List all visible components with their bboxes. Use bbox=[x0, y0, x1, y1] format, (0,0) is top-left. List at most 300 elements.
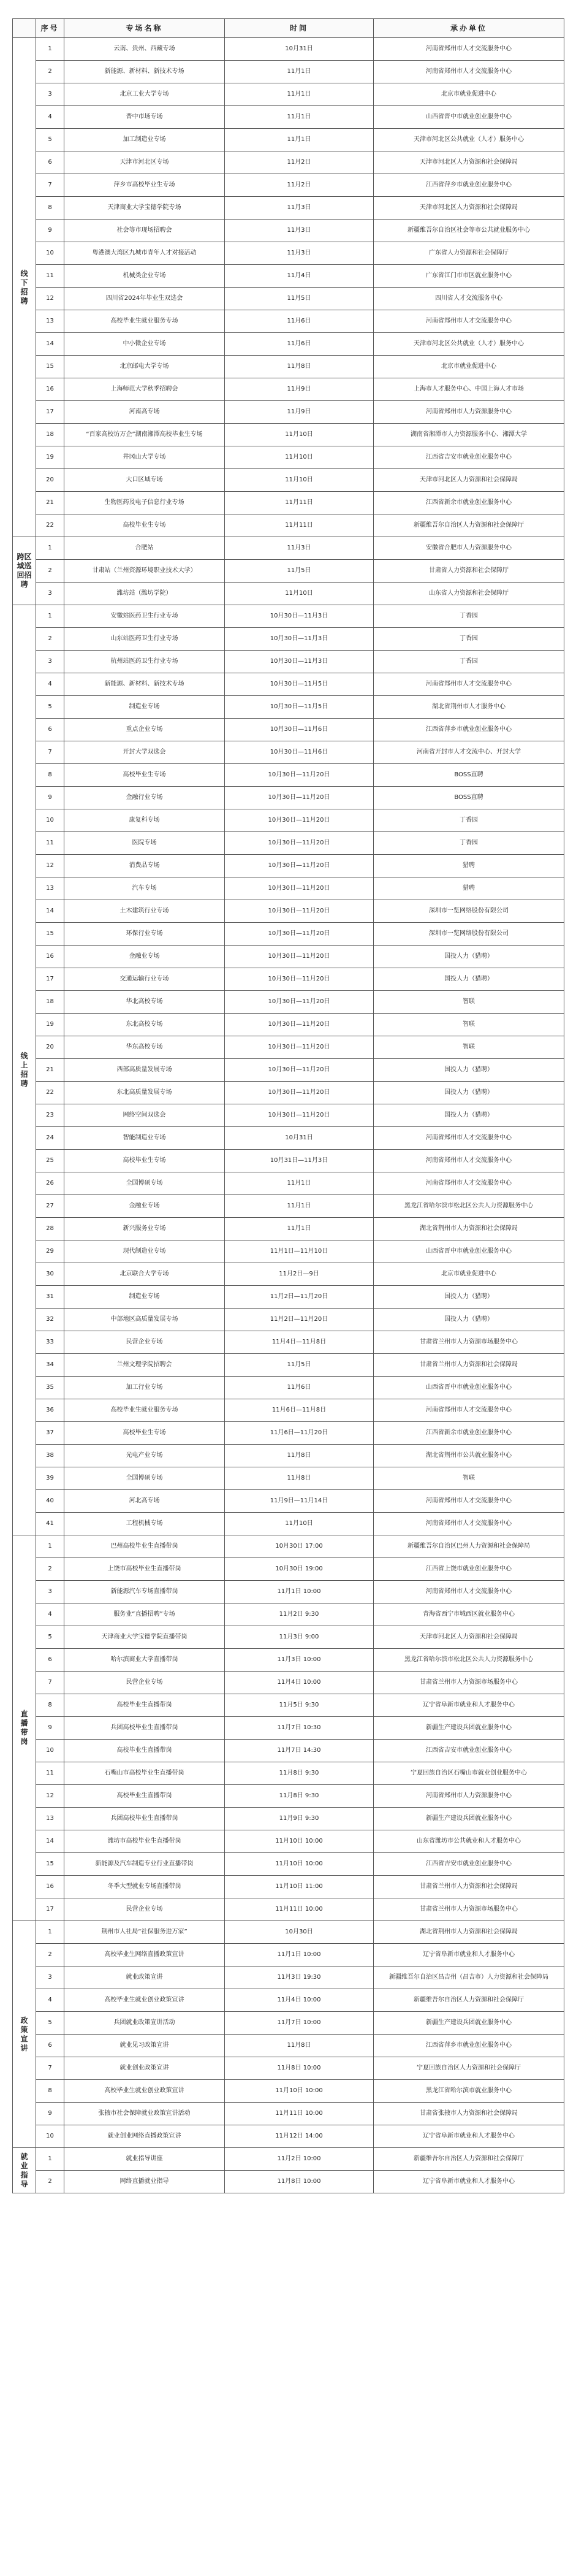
event-name: 高校毕业生直播带岗 bbox=[64, 1740, 225, 1762]
row-number: 9 bbox=[36, 220, 64, 242]
table-row bbox=[13, 1876, 564, 1898]
event-name: 高校毕业生专场 bbox=[64, 1150, 225, 1172]
row-number: 34 bbox=[36, 1354, 64, 1377]
table-row bbox=[13, 1921, 564, 1944]
row-number: 36 bbox=[36, 1399, 64, 1422]
event-organizer: 河南省郑州市人才交流服务中心 bbox=[374, 38, 564, 61]
table-header-row bbox=[13, 19, 564, 38]
event-organizer: 新疆维吾尔自治区人力资源和社会保障厅 bbox=[374, 514, 564, 537]
event-name: 冬季大型就业专场直播带岗 bbox=[64, 1876, 225, 1898]
table-row bbox=[13, 1808, 564, 1830]
event-organizer: 国投人力（猎聘） bbox=[374, 1082, 564, 1104]
row-number: 7 bbox=[36, 2057, 64, 2080]
event-time: 11月4日 10:00 bbox=[225, 1989, 374, 2012]
event-time: 10月30日—11月5日 bbox=[225, 673, 374, 696]
event-organizer: 河南省郑州市人力资源服务中心 bbox=[374, 401, 564, 424]
table-row bbox=[13, 1672, 564, 1694]
row-number: 13 bbox=[36, 1808, 64, 1830]
event-name: 智能制造业专场 bbox=[64, 1127, 225, 1150]
event-time: 10月30日—11月20日 bbox=[225, 991, 374, 1014]
event-organizer: 新疆生产建设兵团就业服务中心 bbox=[374, 2012, 564, 2035]
event-organizer: 江西省新余市就业创业服务中心 bbox=[374, 1422, 564, 1445]
event-organizer: 新疆维吾尔自治区人力资源和社会保障厅 bbox=[374, 2148, 564, 2171]
event-time: 11月3日 10:00 bbox=[225, 1649, 374, 1672]
event-organizer: 河南省郑州市人才交流服务中心 bbox=[374, 1513, 564, 1535]
event-organizer: 河南省郑州市人才交流服务中心 bbox=[374, 1150, 564, 1172]
event-name: 新能源及汽车制造专业行业直播带岗 bbox=[64, 1853, 225, 1876]
event-name: 张掖市社会保障就业政策宣讲活动 bbox=[64, 2103, 225, 2125]
table-row bbox=[13, 877, 564, 900]
event-time: 10月30日—11月20日 bbox=[225, 946, 374, 968]
event-time: 11月2日—11月20日 bbox=[225, 1309, 374, 1331]
event-organizer: 四川省人才交流服务中心 bbox=[374, 288, 564, 310]
event-time: 11月10日 bbox=[225, 469, 374, 492]
row-number: 22 bbox=[36, 1082, 64, 1104]
section-label: 线 下 招 聘 bbox=[13, 38, 36, 537]
event-organizer: 江西省上饶市就业创业服务中心 bbox=[374, 1558, 564, 1581]
event-time: 10月30日—11月20日 bbox=[225, 1059, 374, 1082]
table-row bbox=[13, 242, 564, 265]
event-time: 11月6日 bbox=[225, 333, 374, 356]
row-number: 33 bbox=[36, 1331, 64, 1354]
event-name: 开封大学双选会 bbox=[64, 741, 225, 764]
table-row bbox=[13, 310, 564, 333]
event-organizer: 黑龙江省哈尔滨市松北区公共人力资源服务中心 bbox=[374, 1195, 564, 1218]
table-row bbox=[13, 106, 564, 129]
event-name: 消费品专场 bbox=[64, 855, 225, 877]
row-number: 18 bbox=[36, 991, 64, 1014]
table-row bbox=[13, 1218, 564, 1240]
event-organizer: 湖北省荆州市公共就业服务中心 bbox=[374, 1445, 564, 1467]
table-row bbox=[13, 446, 564, 469]
event-organizer: BOSS直聘 bbox=[374, 764, 564, 787]
event-time: 11月8日 10:00 bbox=[225, 2171, 374, 2193]
event-organizer: 河南省郑州市人才交流服务中心 bbox=[374, 673, 564, 696]
table-row bbox=[13, 378, 564, 401]
row-number: 14 bbox=[36, 900, 64, 923]
event-name: 河南高专场 bbox=[64, 401, 225, 424]
row-number: 31 bbox=[36, 1286, 64, 1309]
event-time: 11月9日 9:30 bbox=[225, 1808, 374, 1830]
event-time: 11月8日 bbox=[225, 1445, 374, 1467]
event-name: 山东站医药卫生行业专场 bbox=[64, 628, 225, 651]
row-number: 7 bbox=[36, 174, 64, 197]
event-organizer: 新疆维吾尔自治区人力资源和社会保障厅 bbox=[374, 1989, 564, 2012]
event-time: 11月10日 11:00 bbox=[225, 1876, 374, 1898]
table-row bbox=[13, 492, 564, 514]
event-name: 金融业专场 bbox=[64, 946, 225, 968]
event-name: 高校毕业生网络直播政策宣讲 bbox=[64, 1944, 225, 1966]
name-header: 专场名称 bbox=[64, 19, 225, 38]
event-name: 井冈山大学专场 bbox=[64, 446, 225, 469]
event-name: 就业见习政策宣讲 bbox=[64, 2035, 225, 2057]
table-row bbox=[13, 129, 564, 151]
row-number: 5 bbox=[36, 129, 64, 151]
event-organizer: 国投人力（猎聘） bbox=[374, 1309, 564, 1331]
event-organizer: 山西省晋中市就业创业服务中心 bbox=[374, 1240, 564, 1263]
event-name: 北京联合大学专场 bbox=[64, 1263, 225, 1286]
event-organizer: 甘肃省人力资源和社会保障厅 bbox=[374, 560, 564, 583]
event-time: 11月11日 10:00 bbox=[225, 2103, 374, 2125]
event-time: 10月30日—11月20日 bbox=[225, 968, 374, 991]
event-name: 新能源汽车专场直播带岗 bbox=[64, 1581, 225, 1603]
table-row bbox=[13, 1309, 564, 1331]
event-organizer: 丁香园 bbox=[374, 605, 564, 628]
section-label: 直 播 带 岗 bbox=[13, 1535, 36, 1921]
event-time: 11月10日 bbox=[225, 1513, 374, 1535]
row-number: 38 bbox=[36, 1445, 64, 1467]
row-number: 20 bbox=[36, 1036, 64, 1059]
event-name: 制造业专场 bbox=[64, 1286, 225, 1309]
event-time: 11月2日 9:30 bbox=[225, 1603, 374, 1626]
event-name: “百家高校访万企”湖南湘潭高校毕业生专场 bbox=[64, 424, 225, 446]
table-row bbox=[13, 1377, 564, 1399]
event-organizer: 河南省郑州市人才交流服务中心 bbox=[374, 1127, 564, 1150]
row-number: 2 bbox=[36, 628, 64, 651]
event-organizer: 北京市就业促进中心 bbox=[374, 356, 564, 378]
event-time: 11月2日 bbox=[225, 151, 374, 174]
row-number: 3 bbox=[36, 1581, 64, 1603]
table-row bbox=[13, 719, 564, 741]
event-name: 萍乡市高校毕业生专场 bbox=[64, 174, 225, 197]
event-name: 北京邮电大学专场 bbox=[64, 356, 225, 378]
event-time: 10月30日—11月3日 bbox=[225, 651, 374, 673]
event-name: 环保行业专场 bbox=[64, 923, 225, 946]
row-number: 16 bbox=[36, 1876, 64, 1898]
event-organizer: 辽宁省阜新市就业和人才服务中心 bbox=[374, 1694, 564, 1717]
table-row bbox=[13, 1898, 564, 1921]
job-fair-schedule-table bbox=[12, 18, 564, 2193]
event-organizer: 江西省吉安市就业创业服务中心 bbox=[374, 1853, 564, 1876]
table-row bbox=[13, 696, 564, 719]
event-name: 社会等市现场招聘会 bbox=[64, 220, 225, 242]
table-row bbox=[13, 1059, 564, 1082]
event-time: 11月1日 bbox=[225, 106, 374, 129]
table-row bbox=[13, 764, 564, 787]
row-number: 4 bbox=[36, 1989, 64, 2012]
event-name: 河北高专场 bbox=[64, 1490, 225, 1513]
table-row bbox=[13, 1603, 564, 1626]
row-number: 7 bbox=[36, 741, 64, 764]
event-organizer: 新疆生产建设兵团就业服务中心 bbox=[374, 1717, 564, 1740]
event-name: 加工行业专场 bbox=[64, 1377, 225, 1399]
table-row bbox=[13, 1762, 564, 1785]
event-time: 11月9日—11月14日 bbox=[225, 1490, 374, 1513]
table-row bbox=[13, 1740, 564, 1762]
event-time: 11月11日 bbox=[225, 514, 374, 537]
row-number: 17 bbox=[36, 968, 64, 991]
row-number: 37 bbox=[36, 1422, 64, 1445]
event-name: 四川省2024年毕业生双选会 bbox=[64, 288, 225, 310]
row-number: 10 bbox=[36, 2125, 64, 2148]
row-number: 2 bbox=[36, 1558, 64, 1581]
row-number: 13 bbox=[36, 877, 64, 900]
event-name: 哈尔滨商业大学直播带岗 bbox=[64, 1649, 225, 1672]
table-row bbox=[13, 900, 564, 923]
event-time: 10月30日—11月20日 bbox=[225, 832, 374, 855]
row-number: 3 bbox=[36, 651, 64, 673]
event-name: 全国博硕专场 bbox=[64, 1172, 225, 1195]
event-organizer: 辽宁省阜新市就业和人才服务中心 bbox=[374, 1944, 564, 1966]
table-row bbox=[13, 514, 564, 537]
table-row bbox=[13, 2103, 564, 2125]
row-number: 3 bbox=[36, 1966, 64, 1989]
row-number: 1 bbox=[36, 537, 64, 560]
event-organizer: 国投人力（猎聘） bbox=[374, 968, 564, 991]
event-organizer: 智联 bbox=[374, 1467, 564, 1490]
event-time: 11月10日 bbox=[225, 583, 374, 605]
event-organizer: 宁夏回族自治区石嘴山市就业创业服务中心 bbox=[374, 1762, 564, 1785]
event-name: 加工制造业专场 bbox=[64, 129, 225, 151]
event-name: 天津商业大学宝德学院专场 bbox=[64, 197, 225, 220]
row-number: 10 bbox=[36, 242, 64, 265]
event-organizer: 猎聘 bbox=[374, 855, 564, 877]
event-name: 全国博硕专场 bbox=[64, 1467, 225, 1490]
event-organizer: 天津市河北区人力资源和社会保障局 bbox=[374, 469, 564, 492]
table-row bbox=[13, 265, 564, 288]
row-number: 8 bbox=[36, 197, 64, 220]
event-organizer: 江西省萍乡市就业创业服务中心 bbox=[374, 2035, 564, 2057]
table-row bbox=[13, 2171, 564, 2193]
event-name: 就业指导讲座 bbox=[64, 2148, 225, 2171]
time-header: 时间 bbox=[225, 19, 374, 38]
event-time: 11月10日 bbox=[225, 424, 374, 446]
event-time: 10月30日—11月6日 bbox=[225, 719, 374, 741]
event-organizer: 甘肃省兰州市人力资源市场服务中心 bbox=[374, 1331, 564, 1354]
event-time: 10月30日—11月20日 bbox=[225, 1036, 374, 1059]
event-time: 10月30日—11月20日 bbox=[225, 923, 374, 946]
event-organizer: 黑龙江省哈尔滨市松北区公共人力资源服务中心 bbox=[374, 1649, 564, 1672]
table-row bbox=[13, 673, 564, 696]
table-row bbox=[13, 174, 564, 197]
row-number: 2 bbox=[36, 61, 64, 83]
row-number: 3 bbox=[36, 83, 64, 106]
table-row bbox=[13, 1195, 564, 1218]
event-organizer: 河南省郑州市人才交流服务中心 bbox=[374, 1581, 564, 1603]
event-name: 网络空间双选会 bbox=[64, 1104, 225, 1127]
event-name: 兵团高校毕业生直播带岗 bbox=[64, 1808, 225, 1830]
row-number: 24 bbox=[36, 1127, 64, 1150]
table-row bbox=[13, 1944, 564, 1966]
table-row bbox=[13, 1785, 564, 1808]
table-row bbox=[13, 356, 564, 378]
table-row bbox=[13, 1830, 564, 1853]
row-number: 17 bbox=[36, 1898, 64, 1921]
event-time: 10月30日—11月3日 bbox=[225, 628, 374, 651]
event-name: 制造业专场 bbox=[64, 696, 225, 719]
event-name: 新能源、新材料、新技术专场 bbox=[64, 673, 225, 696]
event-name: 华东高校专场 bbox=[64, 1036, 225, 1059]
event-time: 11月10日 10:00 bbox=[225, 2080, 374, 2103]
row-number: 5 bbox=[36, 696, 64, 719]
event-name: 工程机械专场 bbox=[64, 1513, 225, 1535]
event-time: 11月3日 9:00 bbox=[225, 1626, 374, 1649]
table-body bbox=[13, 38, 564, 2193]
row-number: 12 bbox=[36, 1785, 64, 1808]
event-time: 10月30日 17:00 bbox=[225, 1535, 374, 1558]
event-time: 11月9日 bbox=[225, 401, 374, 424]
event-organizer: 山西省晋中市就业创业服务中心 bbox=[374, 1377, 564, 1399]
event-organizer: 深圳市一览网络股份有限公司 bbox=[374, 900, 564, 923]
event-time: 10月30日—11月20日 bbox=[225, 877, 374, 900]
event-name: 就业创业政策宣讲 bbox=[64, 2057, 225, 2080]
table-row bbox=[13, 2057, 564, 2080]
event-organizer: 国投人力（猎聘） bbox=[374, 946, 564, 968]
table-row bbox=[13, 741, 564, 764]
table-row bbox=[13, 1422, 564, 1445]
event-time: 10月30日—11月5日 bbox=[225, 696, 374, 719]
table-row bbox=[13, 1172, 564, 1195]
event-name: 石嘴山市高校毕业生直播带岗 bbox=[64, 1762, 225, 1785]
event-time: 11月5日 9:30 bbox=[225, 1694, 374, 1717]
section-label: 线 上 招 聘 bbox=[13, 605, 36, 1535]
event-name: 东北高校专场 bbox=[64, 1014, 225, 1036]
event-organizer: 湖北省荆州市人才服务中心 bbox=[374, 696, 564, 719]
table-row bbox=[13, 1490, 564, 1513]
event-organizer: 山东省人力资源和社会保障厅 bbox=[374, 583, 564, 605]
table-row bbox=[13, 1082, 564, 1104]
table-row bbox=[13, 968, 564, 991]
row-number: 22 bbox=[36, 514, 64, 537]
event-organizer: 智联 bbox=[374, 1014, 564, 1036]
row-number: 17 bbox=[36, 401, 64, 424]
event-organizer: 湖北省荆州市人力资源和社会保障局 bbox=[374, 1921, 564, 1944]
table-row bbox=[13, 1036, 564, 1059]
event-name: 甘肃站（兰州资源环境职业技术大学） bbox=[64, 560, 225, 583]
row-number: 8 bbox=[36, 2080, 64, 2103]
row-number: 11 bbox=[36, 1762, 64, 1785]
row-number: 5 bbox=[36, 1626, 64, 1649]
event-organizer: 深圳市一览网络股份有限公司 bbox=[374, 923, 564, 946]
table-row bbox=[13, 583, 564, 605]
event-name: 高校毕业生专场 bbox=[64, 764, 225, 787]
table-row bbox=[13, 1014, 564, 1036]
event-organizer: 河南省郑州市人力资源服务中心 bbox=[374, 1785, 564, 1808]
event-name: 金融业专场 bbox=[64, 1195, 225, 1218]
event-name: 机械类企业专场 bbox=[64, 265, 225, 288]
table-row bbox=[13, 1513, 564, 1535]
event-time: 10月31日 bbox=[225, 38, 374, 61]
event-name: 汽车专场 bbox=[64, 877, 225, 900]
event-name: 康复科专场 bbox=[64, 809, 225, 832]
event-organizer: 甘肃省兰州市人力资源和社会保障局 bbox=[374, 1354, 564, 1377]
table-row bbox=[13, 1354, 564, 1377]
event-organizer: 湖南省湘潭市人力资源服务中心、湘潭大学 bbox=[374, 424, 564, 446]
row-number: 1 bbox=[36, 38, 64, 61]
row-number: 6 bbox=[36, 719, 64, 741]
row-number: 8 bbox=[36, 764, 64, 787]
event-name: 高校毕业生直播带岗 bbox=[64, 1694, 225, 1717]
row-number: 35 bbox=[36, 1377, 64, 1399]
event-organizer: 甘肃省兰州市人力资源和社会保障局 bbox=[374, 1876, 564, 1898]
table-row bbox=[13, 333, 564, 356]
row-number: 10 bbox=[36, 1740, 64, 1762]
event-organizer: 天津市河北区人力资源和社会保障局 bbox=[374, 197, 564, 220]
row-number: 9 bbox=[36, 1717, 64, 1740]
row-number: 6 bbox=[36, 1649, 64, 1672]
row-number: 5 bbox=[36, 2012, 64, 2035]
event-name: 医院专场 bbox=[64, 832, 225, 855]
event-organizer: 智联 bbox=[374, 991, 564, 1014]
table-row bbox=[13, 61, 564, 83]
row-number: 6 bbox=[36, 151, 64, 174]
row-number: 25 bbox=[36, 1150, 64, 1172]
row-number: 28 bbox=[36, 1218, 64, 1240]
table-row bbox=[13, 2125, 564, 2148]
row-number: 9 bbox=[36, 787, 64, 809]
event-name: 民营企业专场 bbox=[64, 1898, 225, 1921]
table-row bbox=[13, 628, 564, 651]
event-name: 高校毕业生就业创业政策宣讲 bbox=[64, 2080, 225, 2103]
event-organizer: 国投人力（猎聘） bbox=[374, 1059, 564, 1082]
table-row bbox=[13, 1581, 564, 1603]
table-row bbox=[13, 1966, 564, 1989]
section-label: 就 业 指 导 bbox=[13, 2148, 36, 2193]
event-time: 11月1日 bbox=[225, 83, 374, 106]
row-number: 12 bbox=[36, 288, 64, 310]
row-number: 18 bbox=[36, 424, 64, 446]
event-time: 11月10日 bbox=[225, 446, 374, 469]
table-row bbox=[13, 1263, 564, 1286]
event-time: 11月4日 bbox=[225, 265, 374, 288]
table-row bbox=[13, 651, 564, 673]
row-number: 11 bbox=[36, 832, 64, 855]
table-row bbox=[13, 855, 564, 877]
row-number: 3 bbox=[36, 583, 64, 605]
table-row bbox=[13, 2080, 564, 2103]
event-name: 北京工业大学专场 bbox=[64, 83, 225, 106]
row-number: 1 bbox=[36, 1921, 64, 1944]
event-name: 上海师范大学秋季招聘会 bbox=[64, 378, 225, 401]
event-organizer: 河南省郑州市人才交流服务中心 bbox=[374, 61, 564, 83]
event-organizer: 天津市河北区人力资源和社会保障局 bbox=[374, 1626, 564, 1649]
event-organizer: 青海省西宁市城西区就业服务中心 bbox=[374, 1603, 564, 1626]
event-name: 合肥站 bbox=[64, 537, 225, 560]
event-time: 11月1日 bbox=[225, 1195, 374, 1218]
event-time: 11月1日 10:00 bbox=[225, 1944, 374, 1966]
event-time: 11月3日 bbox=[225, 537, 374, 560]
event-time: 11月3日 bbox=[225, 220, 374, 242]
event-name: 民营企业专场 bbox=[64, 1672, 225, 1694]
table-row bbox=[13, 1717, 564, 1740]
event-organizer: 丁香园 bbox=[374, 809, 564, 832]
event-organizer: 河南省郑州市人才交流服务中心 bbox=[374, 310, 564, 333]
event-organizer: BOSS直聘 bbox=[374, 787, 564, 809]
table-row bbox=[13, 1558, 564, 1581]
event-time: 11月9日 bbox=[225, 378, 374, 401]
event-name: 兵团就业政策宣讲活动 bbox=[64, 2012, 225, 2035]
row-number: 10 bbox=[36, 809, 64, 832]
table-row bbox=[13, 1467, 564, 1490]
event-time: 10月30日—11月3日 bbox=[225, 605, 374, 628]
event-time: 11月1日 10:00 bbox=[225, 1581, 374, 1603]
event-organizer: 天津市河北区公共就业（人才）服务中心 bbox=[374, 333, 564, 356]
event-organizer: 河南省郑州市人才交流服务中心 bbox=[374, 1490, 564, 1513]
row-number: 40 bbox=[36, 1490, 64, 1513]
table-row bbox=[13, 220, 564, 242]
table-row bbox=[13, 1694, 564, 1717]
organizer-header: 承办单位 bbox=[374, 19, 564, 38]
row-number: 16 bbox=[36, 378, 64, 401]
table-row bbox=[13, 424, 564, 446]
event-name: 就业政策宣讲 bbox=[64, 1966, 225, 1989]
event-organizer: 江西省萍乡市就业创业服务中心 bbox=[374, 174, 564, 197]
row-number: 2 bbox=[36, 560, 64, 583]
event-organizer: 甘肃省张掖市人力资源和社会保障局 bbox=[374, 2103, 564, 2125]
event-name: 中小微企业专场 bbox=[64, 333, 225, 356]
event-name: 服务业“直播招聘”专场 bbox=[64, 1603, 225, 1626]
event-name: 金融行业专场 bbox=[64, 787, 225, 809]
